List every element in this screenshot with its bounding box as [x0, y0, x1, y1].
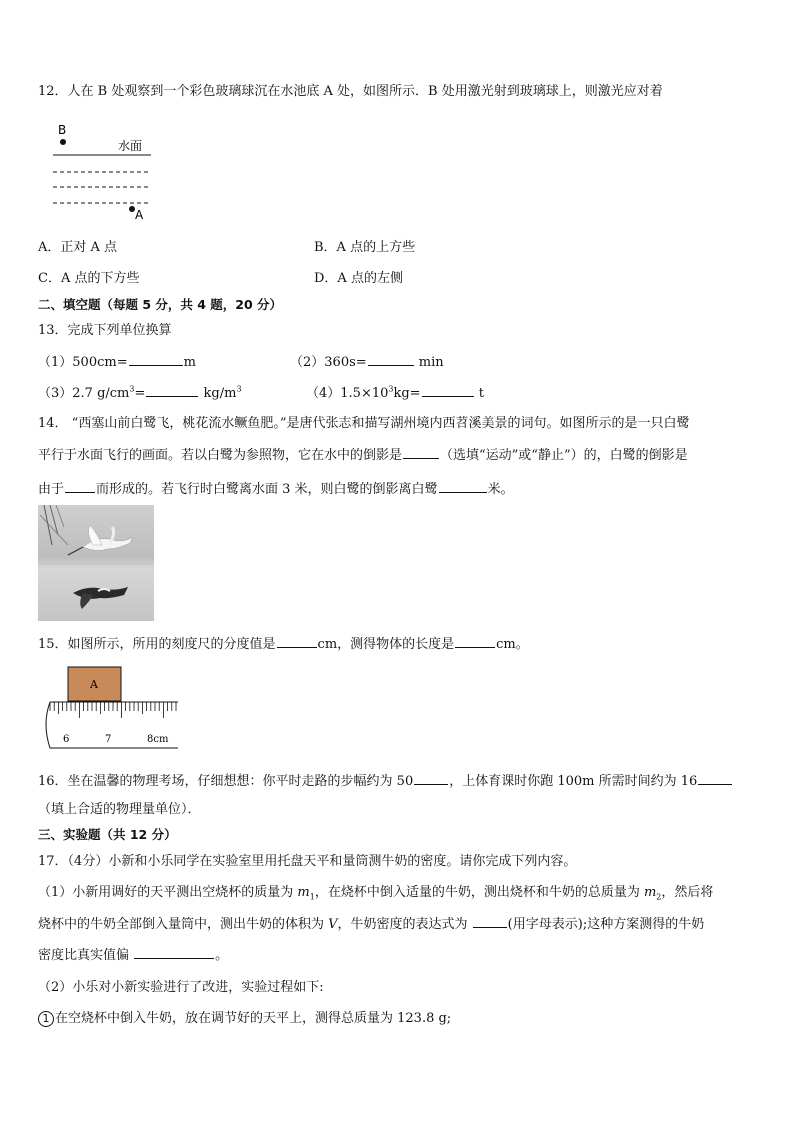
ruler-diagram — [38, 662, 188, 754]
q17-stem: 17．（4分）小新和小乐同学在实验室里用托盘天平和量筒测牛奶的密度。请你完成下列内容。 — [38, 854, 577, 869]
q16-line2: （填上合适的物理量单位）． — [38, 802, 201, 817]
point-b-dot — [60, 139, 66, 145]
q13-stem: 13．完成下列单位换算 — [38, 323, 172, 338]
section3-title: 三、实验题（共 12 分） — [38, 827, 177, 842]
q17-p1-line2: 烧杯中的牛奶全部倒入量筒中，测出牛奶的体积为 V，牛奶密度的表达式为 (用字母表示);这种方案测得的牛奶 — [38, 917, 705, 932]
point-a-label: A — [135, 208, 144, 222]
q15-stem: 15．如图所示，所用的刻度尺的分度值是 cm，测得物体的长度是 cm。 — [38, 637, 529, 652]
point-b-label: B — [58, 123, 67, 137]
ruler-tick-7: 7 — [105, 734, 112, 745]
q17-p1-line1: （1）小新用调好的天平测出空烧杯的质量为 $m_1$，在烧杯中倒入适量的牛奶，测出烧杯和牛奶的总质量为 $m_2$，然后将 — [38, 885, 714, 902]
q13-part1: （1）500cm= m — [38, 355, 196, 370]
q14-line3: 由于 而形成的。若飞行时白鹭离水面 3 米，则白鹭的倒影离白鹭 米。 — [38, 482, 514, 497]
q14-line1: 14． “西塞山前白鹭飞，桃花流水鳜鱼肥。”是唐代张志和描写湖州境内西苕溪美景的词句。如图所示的是一只白鹭 — [38, 416, 690, 431]
q12-stem: 12．人在 B 处观察到一个彩色玻璃球沉在水池底 A 处，如图所示．B 处用激光射到玻璃球上，则激光应对着 — [38, 84, 663, 99]
ruler-tick-8cm: 8cm — [147, 734, 169, 745]
q17-p1-line3: 密度比真实值偏 。 — [38, 948, 229, 963]
section2-title: 二、填空题（每题 5 分，共 4 题，20 分） — [38, 297, 283, 312]
q13-part4: $(4)1.5\times 10^3kg= t$ — [306, 384, 484, 401]
ruler-ticks — [50, 702, 176, 718]
q13-part3: （3）2.7 $g/cm^3= kg/m^3$ — [38, 384, 242, 401]
water-diagram — [38, 122, 168, 222]
option-a: A．正对 A 点 — [38, 240, 118, 255]
egret-photo — [38, 505, 154, 621]
q17-step1: 1 在空烧杯中倒入牛奶，放在调节好的天平上，测得总质量为 123.8 g; — [38, 1010, 451, 1028]
object-a-label: A — [90, 678, 98, 691]
q16-line1: 16．坐在温馨的物理考场，仔细想想：你平时走路的步幅约为 50 ，上体育课时你跑 100m 所需时间约为 16 — [38, 772, 733, 791]
option-d: D．A 点的左侧 — [314, 271, 403, 286]
q13-part2: （2）360s= min — [290, 355, 444, 370]
water-surface-label: 水面 — [118, 139, 143, 153]
egret-image — [38, 505, 154, 621]
q14-line2: 平行于水面飞行的画面。若以白鹭为参照物，它在水中的倒影是 （选填“运动”或“静止”）的，白鹭的倒影是 — [38, 448, 688, 463]
option-b: B．A 点的上方些 — [314, 240, 416, 255]
q17-p2: （2）小乐对小新实验进行了改进，实验过程如下: — [38, 980, 324, 995]
option-c: C．A 点的下方些 — [38, 271, 140, 286]
circled-number-1: 1 — [38, 1011, 54, 1027]
ruler-tick-6: 6 — [63, 734, 70, 745]
